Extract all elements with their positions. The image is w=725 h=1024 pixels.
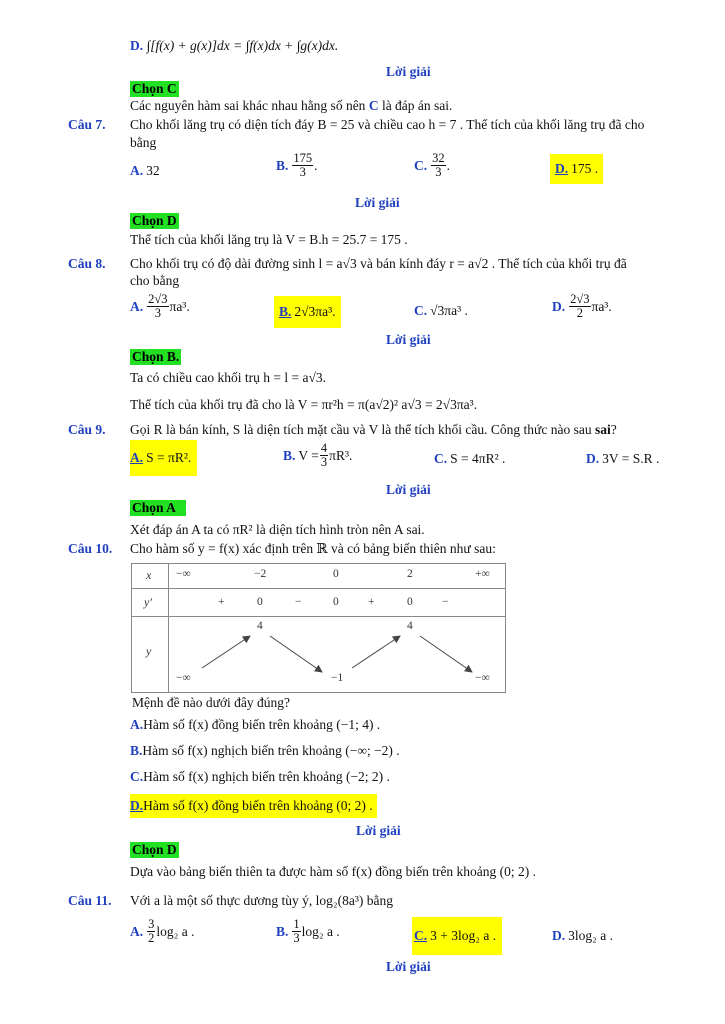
option-text: √3πa³ .	[430, 303, 468, 318]
derivative-zero: 0	[257, 596, 263, 608]
denominator: 2	[576, 306, 583, 321]
option-a[interactable]	[130, 918, 194, 945]
option-c[interactable]	[414, 303, 468, 319]
x-value: −∞	[176, 568, 191, 580]
explanation	[130, 98, 452, 114]
question-text-part: ?	[610, 422, 617, 437]
option-label: B.	[276, 157, 289, 173]
option-label: C.	[414, 303, 428, 318]
arrow-increasing	[202, 636, 250, 668]
option-text: 32	[146, 163, 160, 178]
question-prompt: Mệnh đề nào dưới đây đúng?	[132, 695, 291, 710]
option-d[interactable]	[552, 293, 612, 320]
option-label: B.	[130, 743, 143, 758]
row-label-y: y	[146, 644, 152, 658]
denominator: 3	[154, 306, 161, 321]
numerator: 32	[432, 151, 445, 165]
option-text: 3 + 3log₂ a .	[430, 928, 497, 943]
solution-heading: Lời giải	[356, 823, 401, 838]
question-label: Câu 8.	[68, 256, 106, 271]
option-label: D.	[555, 161, 569, 176]
explanation: Thể tích của khối trụ đã cho là V = πr²h = π(a√2)² a√3 = 2√3πa³.	[130, 397, 478, 412]
denominator: 2	[148, 931, 155, 946]
question-text: Cho khối trụ có độ dài đường sinh l = a√3 và bán kính đáy r = a√2 . Thể tích của khối trụ đã	[130, 256, 627, 271]
option-d[interactable]	[552, 928, 613, 944]
option-b[interactable]	[130, 743, 400, 759]
derivative-sign: +	[368, 596, 375, 608]
option-b[interactable]	[283, 442, 352, 469]
question-label: Câu 9.	[68, 422, 106, 437]
question-text: Cho hàm số y = f(x) xác định trên ℝ và có bảng biến thiên như sau:	[130, 541, 496, 556]
derivative-sign: −	[442, 596, 449, 608]
denominator: 3	[435, 165, 442, 180]
numerator: 4	[320, 441, 328, 455]
option-label: D.	[130, 38, 144, 53]
question-text-part: Gọi R là bán kính, S là diện tích mặt cầu và V là thể tích khối cầu. Công thức nào sau	[130, 422, 595, 437]
option-label: A.	[130, 298, 144, 314]
option-text: Hàm số f(x) nghịch biến trên khoảng (−2; 2) .	[143, 769, 390, 784]
y-value: 4	[407, 620, 413, 632]
question-text: Với a là một số thực dương tùy ý, log₂(8a³) bằng	[130, 893, 393, 908]
fraction	[147, 918, 155, 945]
explanation-text: Các nguyên hàm sai khác nhau hằng số nên	[130, 98, 369, 113]
option-text: 3log₂ a .	[568, 928, 613, 943]
arrow-decreasing	[420, 636, 472, 672]
fraction	[569, 293, 590, 320]
option-text: Hàm số f(x) đồng biến trên khoảng (−1; 4) .	[143, 717, 381, 732]
option-label: B.	[283, 447, 296, 463]
y-value: −∞	[176, 672, 191, 684]
option-text: πR³.	[329, 447, 353, 463]
explanation-letter: C	[368, 98, 379, 113]
derivative-sign: +	[218, 596, 225, 608]
option-d[interactable]	[586, 451, 659, 467]
derivative-sign: −	[295, 596, 302, 608]
option-c[interactable]	[130, 769, 390, 785]
numerator: 3	[148, 917, 155, 931]
option-label: B.	[279, 304, 292, 319]
row-label-x: x	[146, 568, 152, 582]
denominator: 3	[299, 165, 306, 180]
option-a[interactable]	[130, 717, 380, 733]
option-label: A.	[130, 450, 144, 465]
option-text: 3V = S.R .	[602, 451, 660, 466]
chosen-answer-badge: Chọn C	[132, 81, 177, 96]
x-value: +∞	[475, 568, 490, 580]
variation-arrows	[132, 564, 505, 692]
explanation: Ta có chiều cao khối trụ h = l = a√3.	[130, 370, 327, 385]
question-text: cho bằng	[130, 273, 180, 288]
option-label: D.	[130, 798, 144, 813]
question-label: Câu 11.	[68, 893, 112, 908]
variation-table	[131, 563, 506, 693]
chosen-answer-badge: Chọn D	[132, 842, 177, 857]
option-label: D.	[552, 928, 566, 943]
x-value: 2	[407, 568, 413, 580]
option-text: Hàm số f(x) nghịch biến trên khoảng (−∞; −2) .	[142, 743, 400, 758]
denominator: 3	[293, 931, 300, 946]
option-c[interactable]	[434, 451, 505, 467]
option-label: A.	[130, 717, 144, 732]
question-label: Câu 7.	[68, 117, 106, 132]
question-text	[130, 422, 617, 438]
chosen-answer-badge: Chọn B.	[132, 349, 180, 364]
option-c[interactable]	[414, 152, 450, 179]
option-d-correct[interactable]	[550, 154, 603, 184]
option-label: C.	[414, 157, 428, 173]
chosen-answer-badge: Chọn D	[132, 213, 177, 228]
explanation: Thể tích của khối lăng trụ là V = B.h = 25.7 = 175 .	[130, 232, 408, 247]
x-value: −2	[254, 568, 267, 580]
y-value: −∞	[475, 672, 490, 684]
option-d-correct[interactable]	[130, 794, 377, 818]
option-text: Hàm số f(x) đồng biến trên khoảng (0; 2) .	[143, 798, 373, 813]
question-text: Cho khối lăng trụ có diện tích đáy B = 25 và chiều cao h = 7 . Thể tích của khối lăng trụ đã cho	[130, 117, 645, 132]
arrow-increasing	[352, 636, 400, 668]
numerator: 175	[293, 151, 313, 165]
solution-heading: Lời giải	[386, 482, 431, 497]
numerator: 2√3	[570, 292, 590, 306]
derivative-zero: 0	[333, 596, 339, 608]
option-text: πa³.	[169, 298, 190, 314]
q6-option-d	[130, 38, 338, 54]
explanation: Xét đáp án A ta có πR² là diện tích hình tròn nên A sai.	[130, 522, 425, 537]
option-b-correct[interactable]	[274, 296, 341, 328]
fraction	[147, 293, 168, 320]
derivative-zero: 0	[407, 596, 413, 608]
question-text: bằng	[130, 135, 157, 150]
x-value: 0	[333, 568, 339, 580]
option-label: A.	[130, 923, 144, 939]
explanation-text: là đáp án sai.	[378, 98, 453, 113]
option-label: A.	[130, 163, 144, 178]
option-text: πa³.	[591, 298, 612, 314]
option-b[interactable]	[276, 152, 318, 179]
fraction	[292, 918, 300, 945]
option-b[interactable]	[276, 918, 340, 945]
fraction	[320, 442, 328, 469]
y-value: 4	[257, 620, 263, 632]
option-label: B.	[276, 923, 289, 939]
option-label: D.	[586, 451, 600, 466]
option-text: log₂ a .	[301, 923, 340, 939]
chosen-answer-badge: Chọn A	[130, 500, 186, 516]
option-text: ∫[f(x) + g(x)]dx = ∫f(x)dx + ∫g(x)dx.	[146, 38, 339, 53]
option-a[interactable]	[130, 163, 160, 179]
solution-heading: Lời giải	[386, 64, 431, 79]
denominator: 3	[320, 455, 328, 470]
option-text: log₂ a .	[156, 923, 195, 939]
y-value: −1	[331, 672, 344, 684]
option-text: 2√3πa³.	[294, 304, 336, 319]
option-text: 175 .	[571, 161, 599, 176]
solution-heading: Lời giải	[355, 195, 400, 210]
fraction	[292, 152, 313, 179]
explanation: Dựa vào bảng biến thiên ta được hàm số f(x) đồng biến trên khoảng (0; 2) .	[130, 864, 537, 879]
option-label: D.	[552, 298, 566, 314]
row-label-yprime: y′	[144, 595, 152, 609]
option-label: C.	[130, 769, 144, 784]
option-label: C.	[414, 928, 428, 943]
option-text: S = 4πR² .	[450, 451, 506, 466]
question-emphasis: sai	[594, 422, 611, 437]
option-a-correct[interactable]	[130, 440, 197, 476]
option-c-correct[interactable]	[412, 917, 502, 955]
solution-heading: Lời giải	[386, 959, 431, 974]
option-label: C.	[434, 451, 448, 466]
arrow-decreasing	[270, 636, 322, 672]
numerator: 2√3	[148, 292, 168, 306]
option-text: .	[314, 157, 318, 173]
fraction	[431, 152, 446, 179]
option-text: .	[446, 157, 450, 173]
numerator: 1	[293, 917, 300, 931]
option-text: S = πR².	[146, 450, 192, 465]
option-a[interactable]	[130, 293, 190, 320]
option-text: V =	[298, 447, 319, 463]
solution-heading: Lời giải	[386, 332, 431, 347]
question-label: Câu 10.	[68, 541, 113, 556]
